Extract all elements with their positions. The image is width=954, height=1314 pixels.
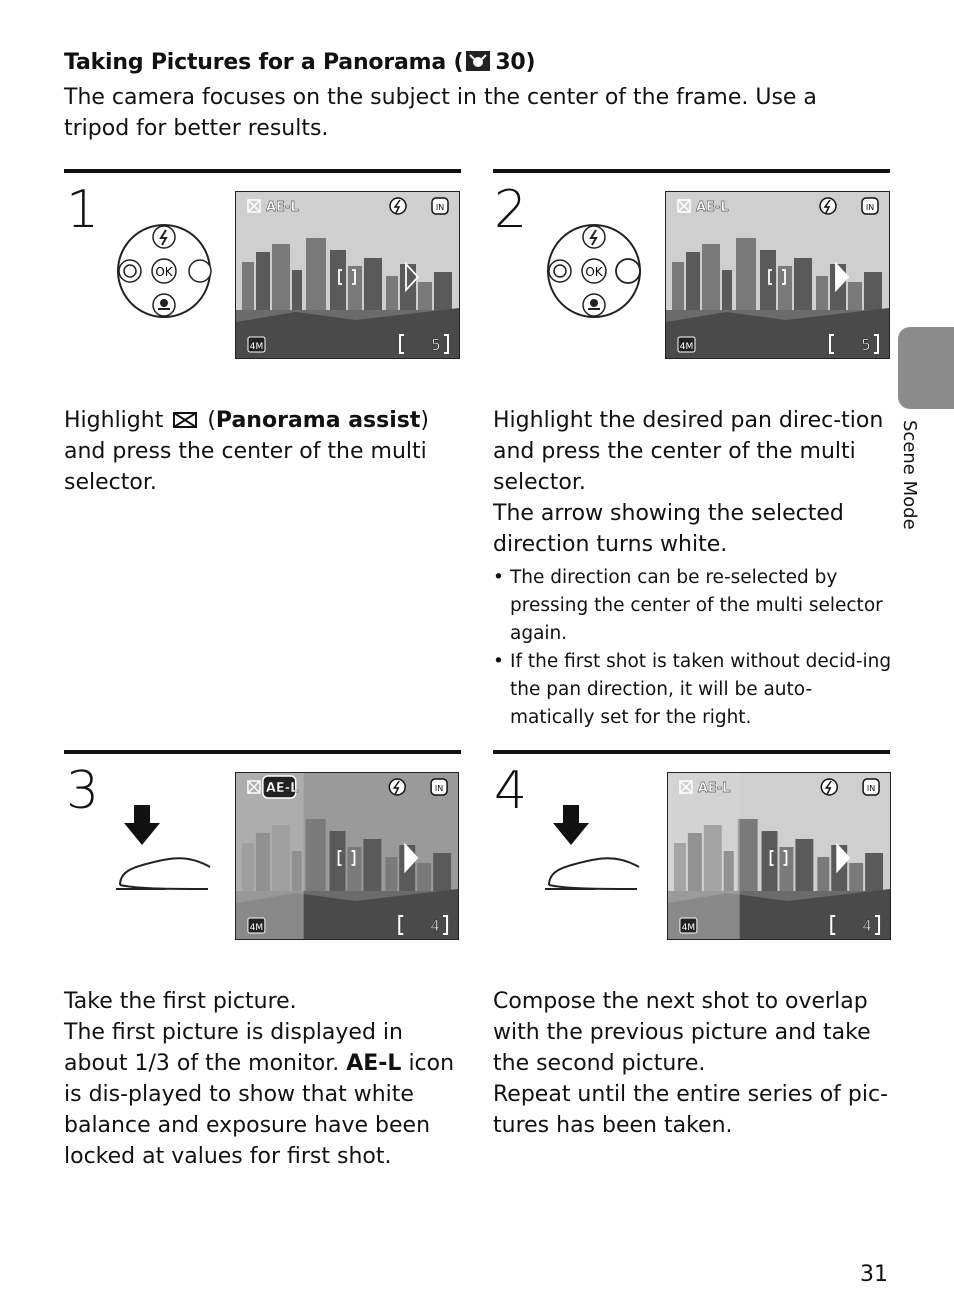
- svg-text:IN: IN: [865, 203, 875, 212]
- ok-label: OK: [155, 265, 173, 279]
- step-1-text: [64, 405, 464, 498]
- chapter-tab: [898, 327, 954, 409]
- ael-inline-label: AE-L: [346, 1051, 402, 1076]
- svg-text:IN: IN: [435, 203, 445, 212]
- multi-selector-icon: [114, 222, 214, 320]
- section-title: [64, 50, 535, 75]
- exposures-remaining: 5: [861, 336, 871, 354]
- list-item: • The direction can be re-selected by pressing the center of the multi selector again.: [493, 564, 893, 648]
- exposures-remaining: 5: [431, 336, 441, 354]
- shutter-press-icon: [541, 805, 643, 895]
- step-3-heading: Take the first picture.: [64, 989, 297, 1014]
- ok-label: OK: [585, 265, 603, 279]
- step-3-body-after: icon is dis-played to show that white balance and exposure have been locked at values for first shot.: [64, 1051, 455, 1169]
- multi-selector-icon: [544, 222, 644, 320]
- step-1-text-highlight: Highlight: [64, 408, 164, 433]
- panorama-assist-icon: [172, 411, 198, 429]
- step-3-number: 3: [66, 761, 100, 821]
- step-3-rule: [64, 750, 461, 754]
- camera-monitor-screen: [665, 191, 890, 359]
- section-title-ref: 30): [495, 50, 536, 75]
- page-number: 31: [860, 1262, 888, 1287]
- step-3-body-before: The first picture is displayed in about 1/3 of the monitor.: [64, 1020, 403, 1076]
- shutter-press-icon: [112, 805, 214, 895]
- image-size-indicator: 4M: [681, 922, 696, 934]
- step-2-heading: Highlight the desired pan direc-tion and press the center of the multi selector.: [493, 408, 884, 495]
- ael-indicator: AE-L: [697, 780, 731, 797]
- intro-text: The camera focuses on the subject in the center of the frame. Use a tripod for better results.: [64, 85, 817, 141]
- image-size-indicator: 4M: [249, 342, 264, 352]
- step-2-bullets: [493, 564, 893, 732]
- image-size-indicator: 4M: [679, 342, 694, 352]
- list-item: • If the first shot is taken without decid-ing the pan direction, it will be auto-matically set for the right.: [493, 648, 893, 732]
- step-1-open-paren: (: [207, 408, 216, 433]
- step-4-number: 4: [494, 761, 528, 821]
- image-size-indicator: 4M: [249, 922, 264, 934]
- ael-indicator: AE-L: [265, 780, 299, 797]
- svg-text:IN: IN: [434, 783, 444, 794]
- step-2-text: [493, 405, 893, 732]
- step-2-body: The arrow showing the selected direction turns white.: [493, 501, 844, 557]
- chapter-tab-label: [895, 420, 945, 550]
- panorama-assist-label: Panorama assist: [215, 408, 421, 433]
- exposures-remaining: 4: [430, 916, 440, 936]
- step-1-rule: [64, 169, 461, 173]
- exposures-remaining: 4: [862, 916, 872, 936]
- chapter-tab-text: Scene Mode: [899, 420, 920, 530]
- step-4-rule: [493, 750, 890, 754]
- svg-text:IN: IN: [866, 783, 876, 794]
- step-1-close-paren: ): [420, 408, 429, 433]
- step-2-number: 2: [494, 180, 528, 240]
- camera-monitor-screen: [235, 772, 459, 940]
- step-4-heading: Compose the next shot to overlap with the previous picture and take the second picture.: [493, 989, 871, 1076]
- camera-monitor-screen: [667, 772, 891, 940]
- step-2-rule: [493, 169, 890, 173]
- ael-indicator: AE-L: [696, 200, 729, 215]
- step-1-number: 1: [66, 180, 100, 240]
- step-4-body: Repeat until the entire series of pic-tures has been taken.: [493, 1082, 889, 1138]
- ael-indicator: AE-L: [266, 200, 299, 215]
- step-3-text: [64, 986, 464, 1172]
- step-4-text: [493, 986, 893, 1141]
- section-title-prefix: Taking Pictures for a Panorama (: [64, 50, 464, 75]
- step-3-body: [64, 1017, 464, 1172]
- scene-mode-icon: [465, 50, 491, 72]
- step-1-text-rest: and press the center of the multi selector.: [64, 439, 427, 495]
- camera-monitor-screen: [235, 191, 460, 359]
